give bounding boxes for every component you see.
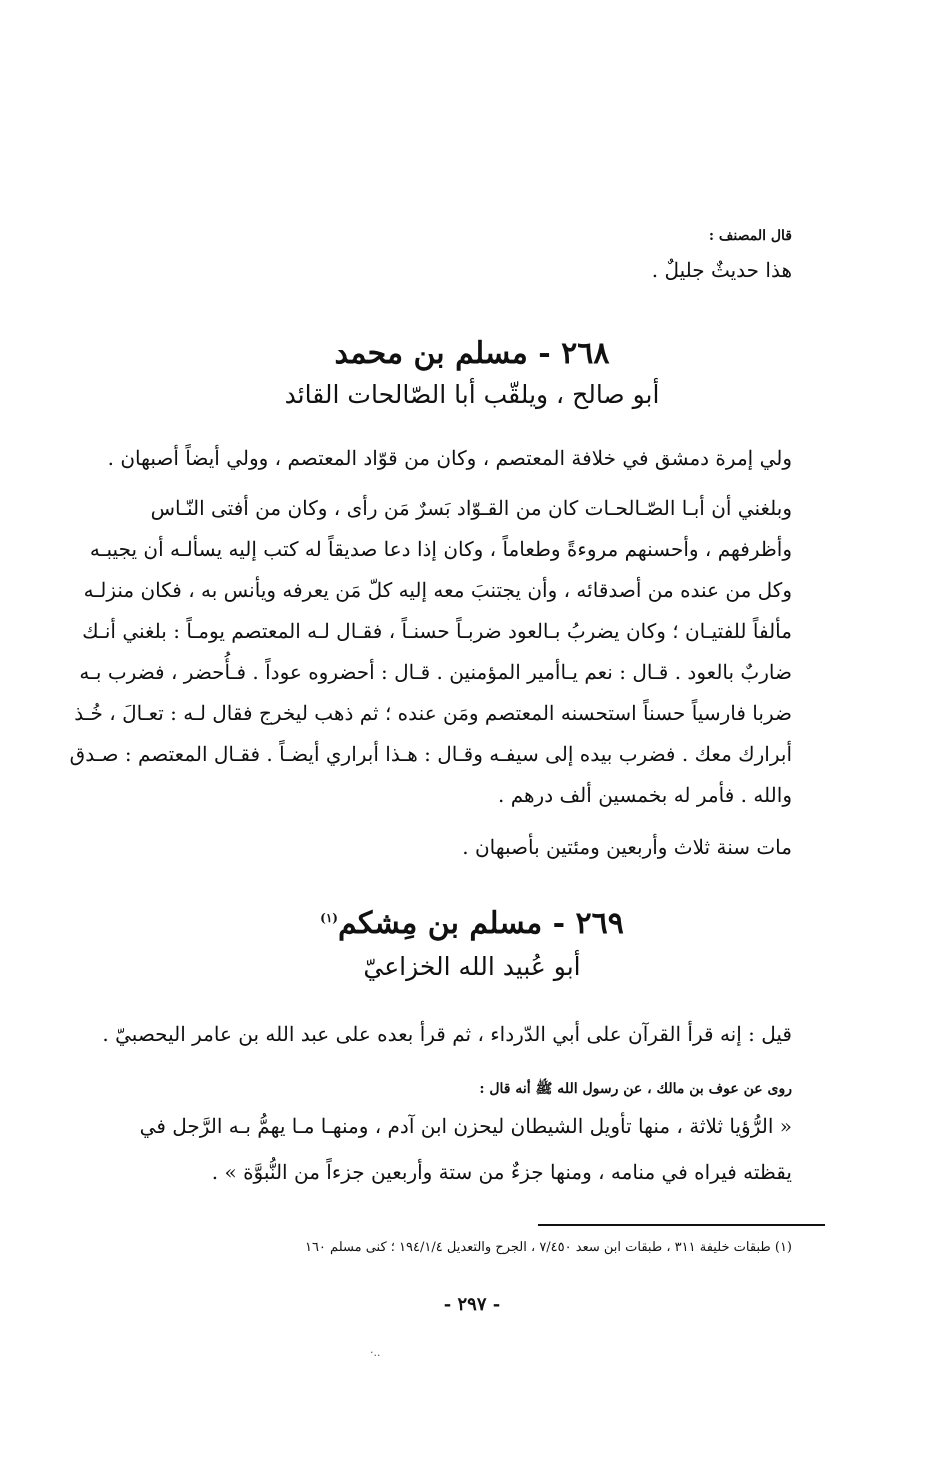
- entry-269-hadith-line: يقظته فيراه في منامه ، ومنها جزءٌ من ستة وأربعين جزءاً من النُّبوَّة » .: [211, 1160, 792, 1184]
- entry-268-para2-line: أبرارك معك . فضرب بيده إلى سيفـه وقـال : هـذا أبراري أيضـاً . فقـال المعتصم : صـدق: [69, 742, 792, 766]
- entry-269-hadith-line: « الرُّؤيا ثلاثة ، منها تأويل الشيطان ليحزن ابن آدم ، ومنهـا مـا يهمُّ بـه الرَّجل في: [139, 1114, 792, 1138]
- entry-268-para2-line: ضاربٌ بالعود . قـال : نعم يـاأمير المؤمنين . قـال : أحضروه عوداً . فـأُحضر ، فضرب بـه: [79, 660, 792, 684]
- page-number: - ٢٩٧ -: [443, 1294, 501, 1315]
- scan-speck: ·..: [370, 1346, 381, 1359]
- entry-269-heading: [0, 906, 944, 941]
- intro-text: هذا حديثٌ جليلٌ .: [651, 258, 792, 282]
- entry-268-death: مات سنة ثلاث وأربعين ومئتين بأصبهان .: [462, 835, 792, 859]
- entry-269-para1: قيل : إنه قرأ القرآن على أبي الدّرداء ، ثم قرأ بعده على عبد الله بن عامر اليحصبيّ .: [102, 1022, 792, 1046]
- entry-268-para1: ولي إمرة دمشق في خلافة المعتصم ، وكان من قوّاد المعتصم ، وولي أيضاً أصبهان .: [107, 446, 792, 470]
- entry-268-heading: ٢٦٨ - مسلم بن محمد: [334, 336, 610, 371]
- entry-269-heading-text: ٢٦٩ - مسلم بن مِشكم: [337, 906, 624, 941]
- footnote-text: (١) طبقات خليفة ٣١١ ، طبقات ابن سعد ٧/٤٥٠ ، الجرح والتعديل ١٩٤/١/٤ ؛ كنى مسلم ١٦٠: [304, 1240, 792, 1255]
- entry-268-para2-line: وكل من عنده من أصدقائه ، وأن يجتنبَ معه إليه كلّ مَن يعرفه ويأنس به ، فكان منزلـه: [83, 578, 792, 602]
- entry-268-para2-line: وأظرفهم ، وأحسنهم مروءةً وطعاماً ، وكان إذا دعا صديقاً له كتب إليه يسألـه أن يجيبـه: [89, 537, 792, 561]
- footnote-divider: [538, 1224, 825, 1226]
- entry-268-para2-line: وبلغني أن أبـا الصّـالحـات كان من القـوّاد بَسرٌ مَن رأى ، وكان من أفتى النّـاس: [150, 496, 792, 520]
- entry-268-subheading: أبو صالح ، ويلقّب أبا الصّالحات القائد: [284, 380, 660, 409]
- entry-268-para2-line: والله . فأمر له بخمسين ألف درهم .: [497, 783, 792, 807]
- entry-269-subheading: أبو عُبيد الله الخزاعيّ: [363, 952, 581, 981]
- footnote-marker: (١): [320, 911, 338, 925]
- entry-269-narrator: روى عن عوف بن مالك ، عن رسول الله ﷺ أنه قال :: [479, 1081, 792, 1097]
- entry-268-para2-line: مألفاً للفتيـان ؛ وكان يضربُ بـالعود ضربـاً حسنـاً ، فقـال لـه المعتصم يومـاً : بلغني أنـك: [82, 619, 792, 643]
- entry-268-para2-line: ضربا فارسياً حسناً استحسنه المعتصم ومَن عنده ؛ ثم ذهب ليخرج فقال لـه : تعـالَ ، خُـذ: [74, 701, 792, 725]
- author-said-label: قال المصنف :: [708, 228, 792, 244]
